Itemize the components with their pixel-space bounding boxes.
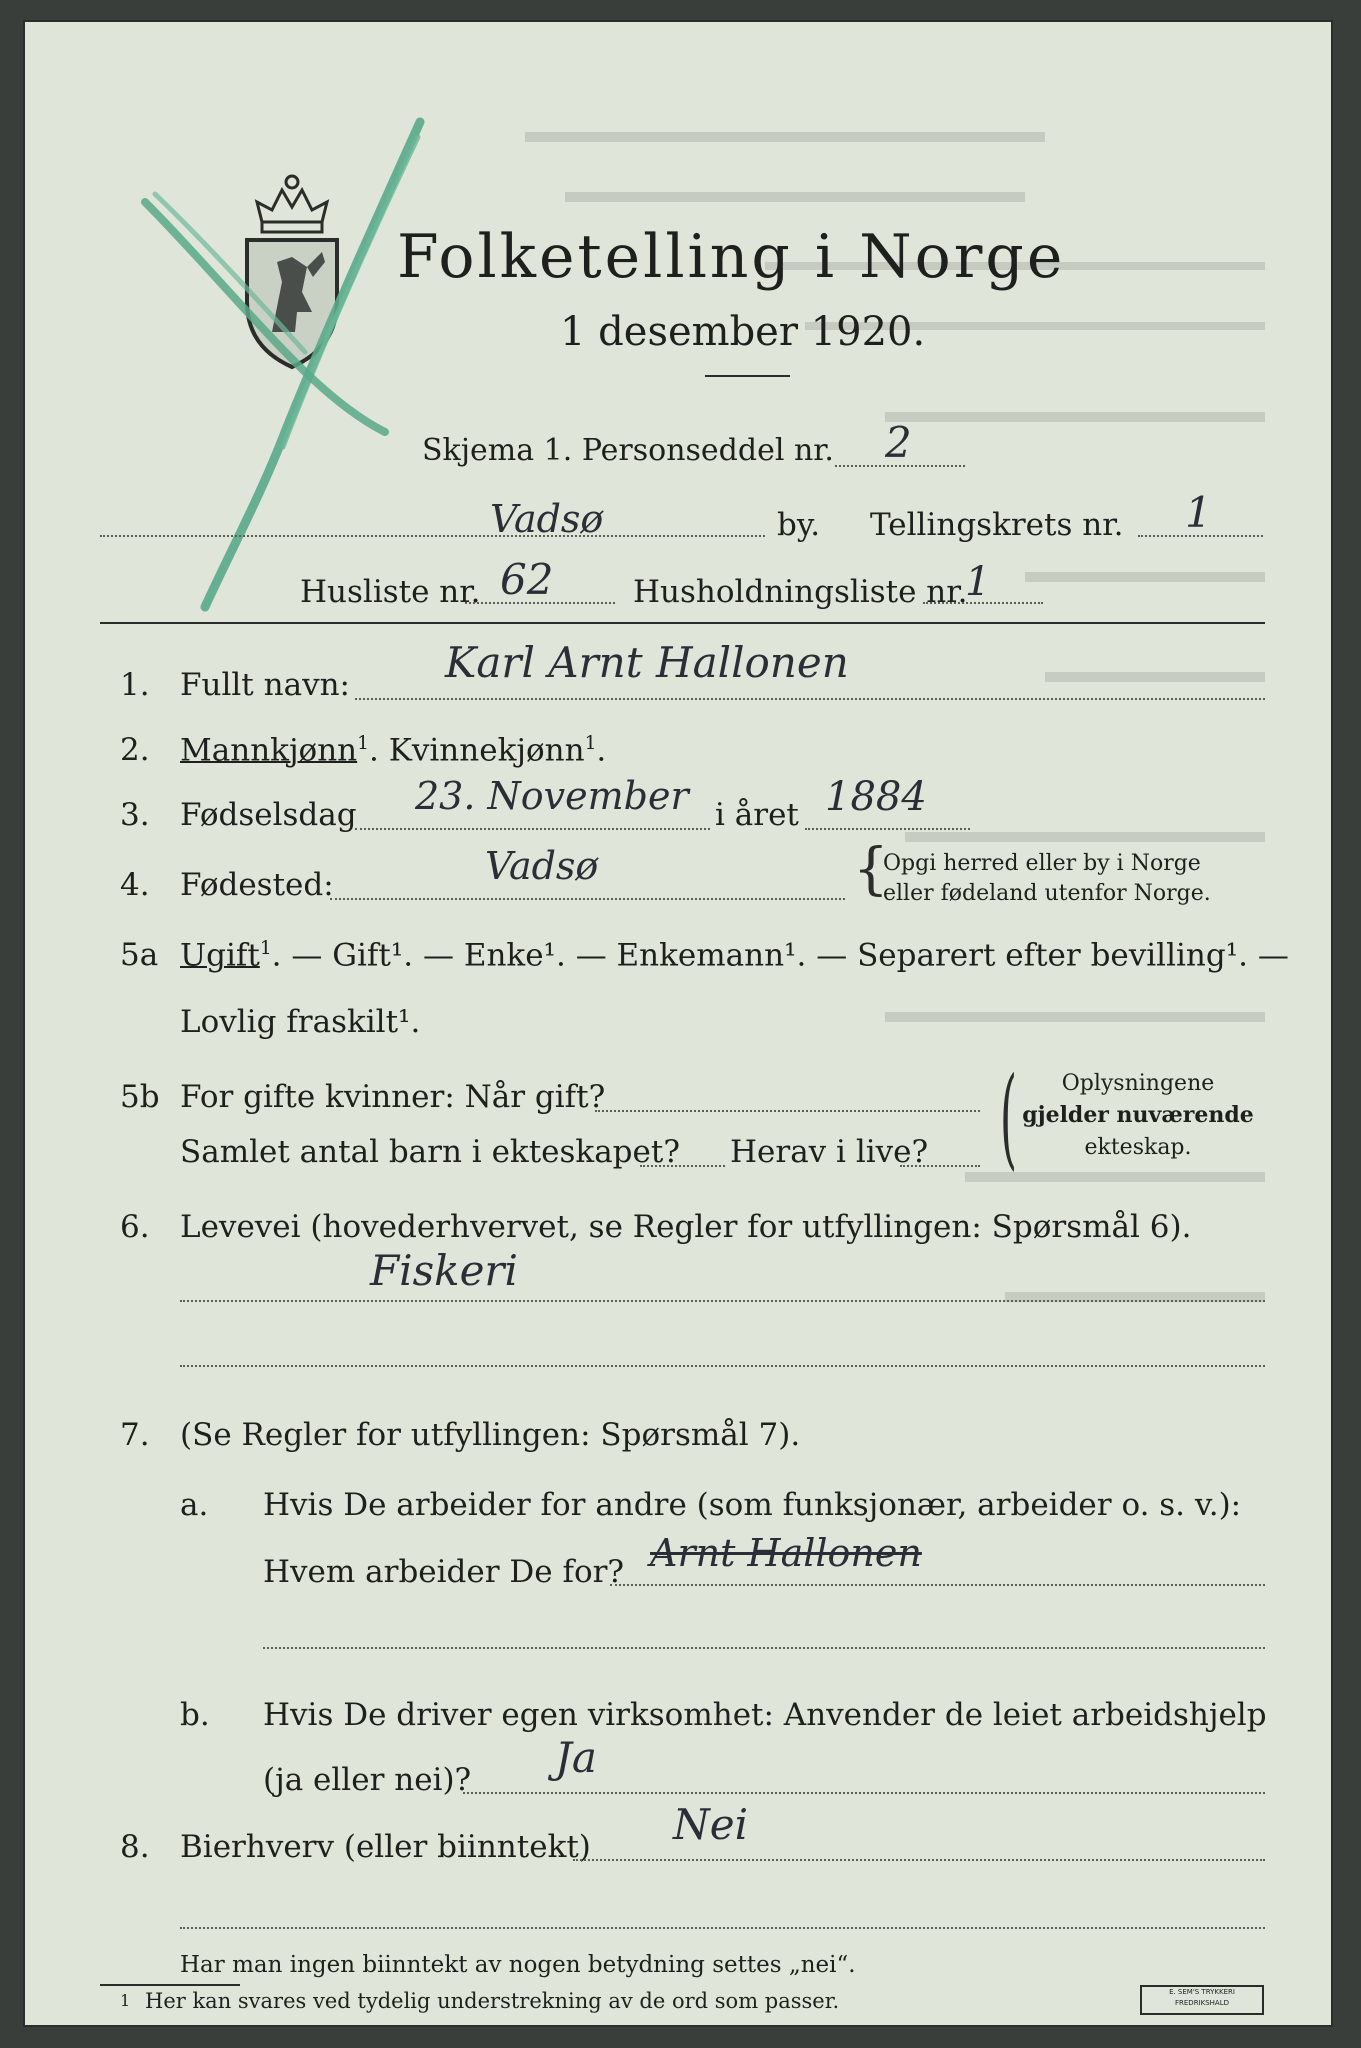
- q7b-line2: (ja eller nei)?: [263, 1762, 472, 1798]
- q5b-line1-fill: [595, 1110, 980, 1112]
- by-label: by.: [777, 507, 821, 543]
- unmarried-option: Ugift: [180, 937, 260, 974]
- q7a-letter: a.: [180, 1487, 209, 1523]
- footer-rule: [100, 1984, 240, 1986]
- form-title: Folketelling i Norge: [397, 222, 1066, 292]
- q1-label: Fullt navn:: [180, 667, 350, 703]
- q5b-children-label: Samlet antal barn i ekteskapet?: [180, 1134, 680, 1170]
- full-name-value: Karl Arnt Hallonen: [445, 638, 849, 687]
- tellingskrets-label: Tellingskrets nr.: [870, 507, 1124, 543]
- q5b-brace: (: [999, 1053, 1018, 1181]
- q5b-alive-label: Herav i live?: [730, 1134, 929, 1170]
- footnote-number: 1: [120, 1991, 131, 2010]
- q4-brace: {: [853, 837, 889, 902]
- q7a-fill: [610, 1584, 1265, 1586]
- husholdningsliste-value: 1: [965, 559, 991, 605]
- bleed-through: [505, 112, 1285, 1372]
- footer-note: Har man ingen biinntekt av nogen betydning settes „nei“.: [180, 1952, 856, 1978]
- husholdningsliste-label: Husholdningsliste nr.: [633, 574, 968, 610]
- q7a-fill2: [263, 1647, 1265, 1649]
- q6-line2: [180, 1365, 1265, 1367]
- census-date: 1 desember 1920.: [560, 309, 926, 355]
- q5b-alive-fill: [900, 1165, 980, 1167]
- q3-number: 3.: [120, 797, 150, 833]
- q7b-fill: [463, 1792, 1265, 1794]
- q5b-number: 5b: [120, 1079, 160, 1115]
- male-option: Mannkjønn: [180, 732, 358, 769]
- q5b-children-fill: [640, 1165, 725, 1167]
- husliste-label: Husliste nr.: [300, 574, 481, 610]
- employer-value: Arnt Hallonen: [650, 1531, 922, 1575]
- q5a-line2: Lovlig fraskilt¹.: [180, 1004, 421, 1040]
- year-line: [805, 828, 970, 830]
- hired-help-value: Ja: [555, 1733, 597, 1782]
- q3-label: Fødselsdag: [180, 797, 357, 833]
- q7b-line1: Hvis De driver egen virksomhet: Anvender de leiet arbeidshjelp: [263, 1697, 1267, 1733]
- occupation-value: Fiskeri: [370, 1246, 518, 1295]
- tellingskrets-value: 1: [1185, 488, 1212, 537]
- q3-line: [355, 828, 710, 830]
- q7a-line1: Hvis De arbeider for andre (som funksjonær, arbeider o. s. v.):: [263, 1487, 1242, 1523]
- side-income-value: Nei: [673, 1800, 749, 1849]
- q4-note: Opgi herred eller by i Norge eller fødeland utenfor Norge.: [883, 851, 1211, 906]
- by-line-left: [100, 535, 765, 537]
- printer-stamp: E. SEM'S TRYKKERI FREDRIKSHALD: [1140, 1985, 1264, 2015]
- q7a-line2: Hvem arbeider De for?: [263, 1554, 625, 1590]
- female-option: Kvinnekjønn: [388, 732, 585, 769]
- q8-fill: [573, 1859, 1265, 1861]
- birth-day-value: 23. November: [415, 774, 689, 818]
- q2-number: 2.: [120, 732, 150, 768]
- title-divider: [705, 375, 790, 377]
- census-form: [25, 22, 1331, 2025]
- q8-number: 8.: [120, 1829, 150, 1865]
- footnote: Her kan svares ved tydelig understrekning av de ord som passer.: [145, 1989, 840, 2013]
- q6-label: Levevei (hovederhvervet, se Regler for utfyllingen: Spørsmål 6).: [180, 1209, 1192, 1245]
- q8-fill2: [180, 1927, 1265, 1929]
- q6-line1: [180, 1300, 1265, 1302]
- q4-line: [330, 898, 845, 900]
- q5a-options: Ugift$^1$. — Gift¹. — Enke¹. — Enkemann¹. — Separert efter bevilling¹. —: [180, 937, 1289, 974]
- q7-label: (Se Regler for utfyllingen: Spørsmål 7).: [180, 1417, 801, 1453]
- birth-year-value: 1884: [825, 774, 927, 820]
- q4-label: Fødested:: [180, 867, 334, 903]
- q2-options: Mannkjønn$^1$. Kvinnekjønn$^1$.: [180, 732, 607, 769]
- skjema-label: Skjema 1. Personseddel nr.: [422, 433, 834, 468]
- q5a-number: 5a: [120, 937, 159, 973]
- year-label: i året: [715, 797, 799, 833]
- q7-number: 7.: [120, 1417, 150, 1453]
- q6-number: 6.: [120, 1209, 150, 1245]
- q4-number: 4.: [120, 867, 150, 903]
- q5b-line1: For gifte kvinner: Når gift?: [180, 1079, 606, 1115]
- q5b-note: Oplysningene gjelder nuværende ekteskap.: [1022, 1071, 1254, 1160]
- q1-line: [355, 698, 1265, 700]
- city-value: Vadsø: [490, 497, 604, 541]
- birthplace-value: Vadsø: [485, 844, 599, 888]
- header-rule: [100, 622, 1265, 624]
- crayon-x-mark: [135, 102, 435, 622]
- personseddel-number: 2: [885, 418, 912, 467]
- husliste-value: 62: [500, 555, 554, 604]
- q7b-letter: b.: [180, 1697, 210, 1733]
- q8-label: Bierhverv (eller biinntekt): [180, 1829, 591, 1865]
- q1-number: 1.: [120, 667, 150, 703]
